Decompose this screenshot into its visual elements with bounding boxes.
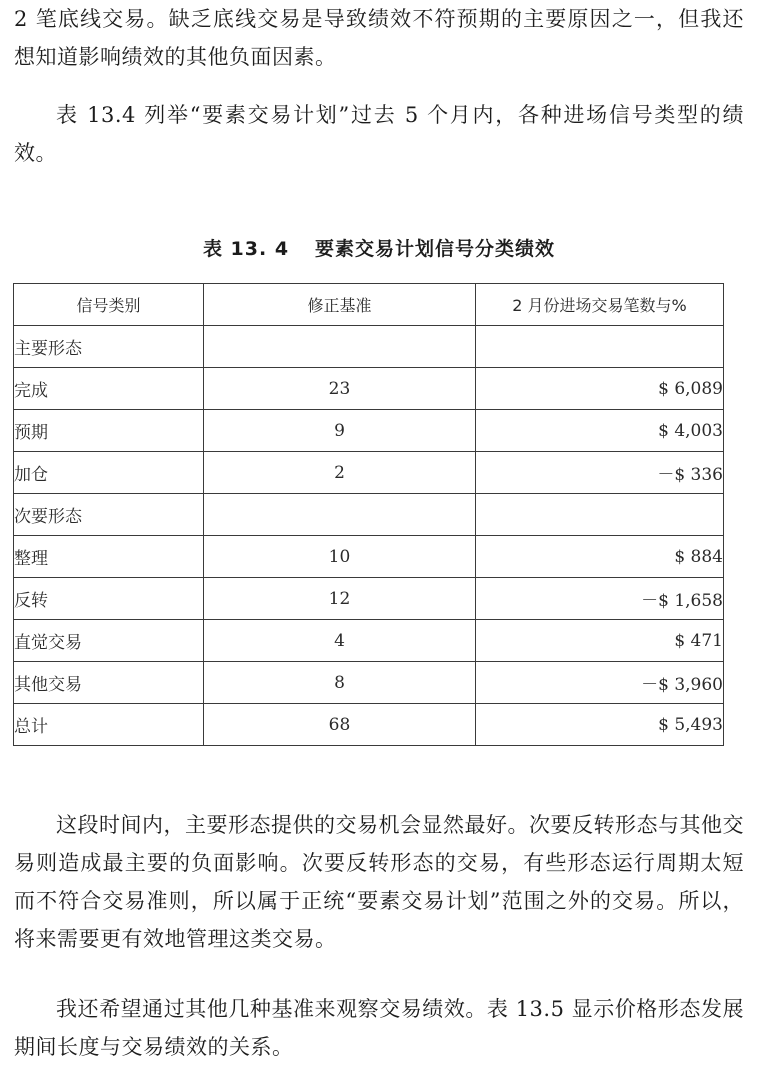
row-count: 2 xyxy=(204,452,476,494)
paragraph-analysis: 这段时间内，主要形态提供的交易机会显然最好。次要反转形态与其他交易则造成最主要的负面影响。次要反转形态的交易，有些形态运行周期太短而不符合交易准则，所以属于正统“要素交易计划”范围之外的交易。所以，将来需要更有效地管理这类交易。 xyxy=(14,813,744,951)
header-revised-basis: 修正基准 xyxy=(204,284,476,326)
table-row xyxy=(14,368,724,410)
table-caption-title: 要素交易计划信号分类绩效 xyxy=(315,238,556,260)
row-count: 10 xyxy=(204,536,476,578)
row-amount: $ 4,003 xyxy=(476,410,724,452)
table-row xyxy=(14,620,724,662)
table-row xyxy=(14,452,724,494)
row-category: 次要形态 xyxy=(14,494,204,536)
row-count: 68 xyxy=(204,704,476,746)
table-row xyxy=(14,326,724,368)
row-count: 4 xyxy=(204,620,476,662)
table-header-row xyxy=(14,284,724,326)
row-count: 8 xyxy=(204,662,476,704)
table-row xyxy=(14,578,724,620)
table-row xyxy=(14,536,724,578)
row-amount: $ 471 xyxy=(476,620,724,662)
header-signal-category: 信号类别 xyxy=(14,284,204,326)
row-amount: $ 6,089 xyxy=(476,368,724,410)
row-amount: $ 5,493 xyxy=(476,704,724,746)
row-amount xyxy=(476,326,724,368)
row-count: 9 xyxy=(204,410,476,452)
signal-performance-table xyxy=(13,283,724,746)
paragraph-table-reference: 表 13.4 列举“要素交易计划”过去 5 个月内，各种进场信号类型的绩效。 xyxy=(14,103,744,165)
header-february-trades: 2 月份进场交易笔数与% xyxy=(476,284,724,326)
row-count: 12 xyxy=(204,578,476,620)
table-caption-number: 表 13. 4 xyxy=(202,238,290,260)
paragraph-intro: 2 笔底线交易。缺乏底线交易是导致绩效不符预期的主要原因之一，但我还想知道影响绩效的其他负面因素。 xyxy=(14,7,744,69)
row-count xyxy=(204,494,476,536)
row-category: 加仓 xyxy=(14,452,204,494)
table-row-total xyxy=(14,704,724,746)
row-category: 其他交易 xyxy=(14,662,204,704)
paragraph-next-table: 我还希望通过其他几种基准来观察交易绩效。表 13.5 显示价格形态发展期间长度与交易绩效的关系。 xyxy=(14,997,744,1059)
row-amount: $ 884 xyxy=(476,536,724,578)
row-amount: －$ 336 xyxy=(476,452,724,494)
row-count: 23 xyxy=(204,368,476,410)
row-count xyxy=(204,326,476,368)
row-category: 反转 xyxy=(14,578,204,620)
row-amount: －$ 3,960 xyxy=(476,662,724,704)
row-category: 完成 xyxy=(14,368,204,410)
row-category: 整理 xyxy=(14,536,204,578)
row-category: 直觉交易 xyxy=(14,620,204,662)
table-row xyxy=(14,410,724,452)
table-row xyxy=(14,662,724,704)
row-category: 总计 xyxy=(14,704,204,746)
row-category: 预期 xyxy=(14,410,204,452)
row-amount xyxy=(476,494,724,536)
table-caption xyxy=(0,234,758,261)
row-amount: －$ 1,658 xyxy=(476,578,724,620)
table-row xyxy=(14,494,724,536)
row-category: 主要形态 xyxy=(14,326,204,368)
